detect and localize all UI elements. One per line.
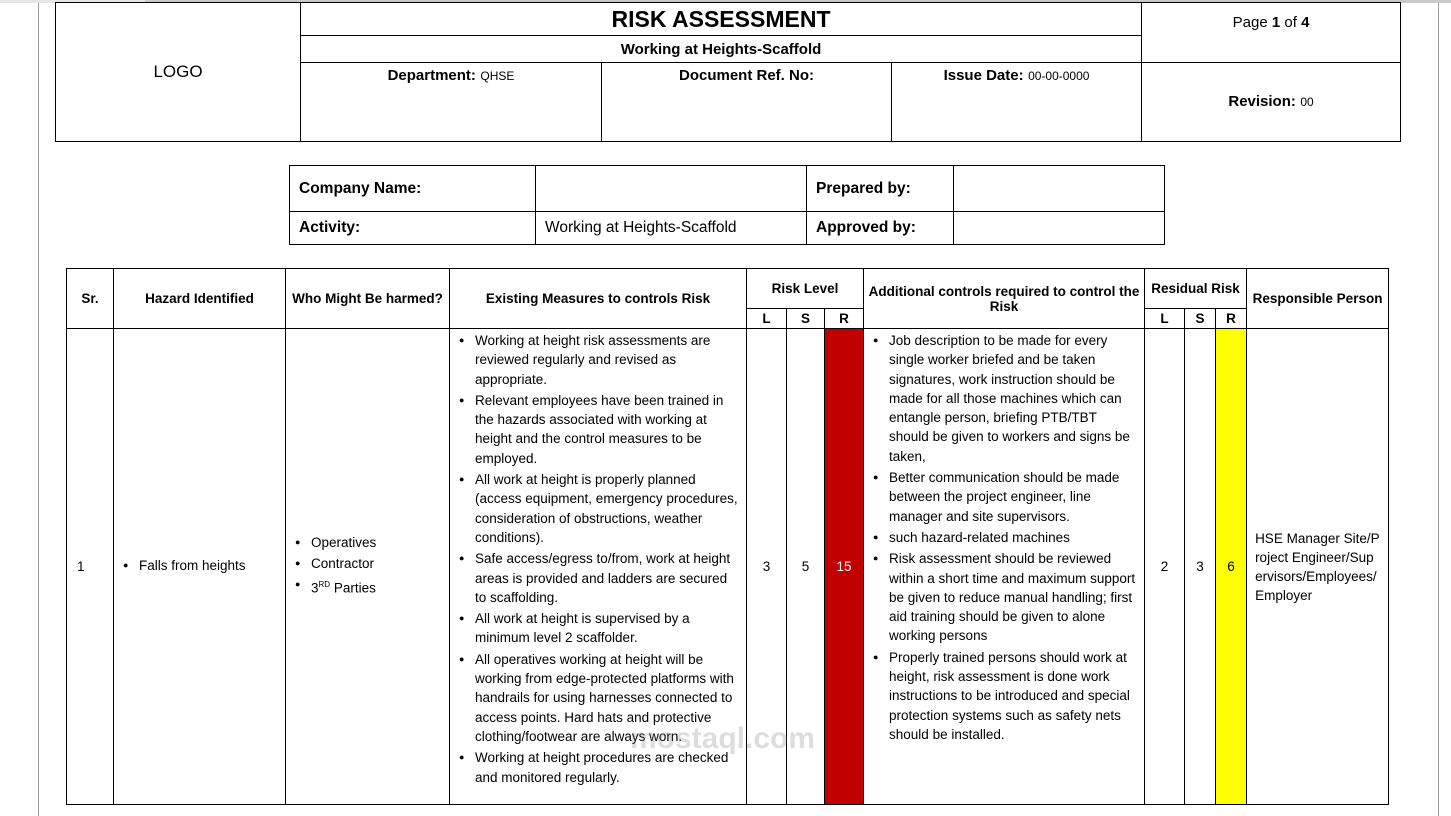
header-hazard: Hazard Identified	[114, 269, 286, 329]
list-item: ● Safe access/egress to/from, work at height areas is provided and ladders are secured to scaffolding.	[454, 549, 742, 607]
list-item: ● such hazard-related machines	[868, 528, 1140, 547]
issue-date-value: 00-00-0000	[1028, 69, 1090, 83]
header-who: Who Might Be harmed?	[286, 269, 450, 329]
table-row	[67, 329, 1389, 805]
header-sr: Sr.	[67, 269, 114, 329]
company-name-value[interactable]	[536, 166, 807, 212]
page-number	[1142, 3, 1401, 63]
cell-existing	[450, 329, 747, 805]
logo	[56, 3, 301, 142]
list-item: ● Contractor	[290, 554, 445, 573]
who-third: 3	[311, 580, 319, 596]
activity-value[interactable]: Working at Heights-Scaffold	[536, 212, 807, 245]
list-item: ● Job description to be made for every single worker briefed and be taken signatures, work instruction should be made for all those machines which can entangle person, briefing PTB/TBT should be given to workers and signs be taken,	[868, 331, 1140, 466]
department-label: Department:	[387, 67, 476, 84]
header-existing: Existing Measures to controls Risk	[450, 269, 747, 329]
page-right-margin-line	[1438, 3, 1439, 816]
docref-label: Document Ref. No:	[679, 67, 814, 84]
who-parties: Parties	[330, 580, 376, 596]
cell-residual-likelihood: 2	[1145, 329, 1185, 805]
risk-assessment-table	[66, 268, 1389, 805]
page-of: of	[1280, 14, 1302, 31]
header-risk-level: Risk Level	[747, 269, 864, 309]
approved-by-label: Approved by:	[816, 219, 916, 236]
list-item: ● All operatives working at height will be working from edge-protected platforms with handrails for using harnesses connected to access points. Hard hats and protective clothing/footwear are always worn.	[454, 650, 742, 746]
cell-residual-severity: 3	[1185, 329, 1216, 805]
list-item: ● All work at height is supervised by a minimum level 2 scaffolder.	[454, 609, 742, 648]
cell-severity: 5	[787, 329, 825, 805]
cell-sr: 1	[67, 329, 114, 805]
header-res-l: L	[1145, 309, 1185, 329]
list-item: ● Operatives	[290, 533, 445, 552]
department-cell	[301, 63, 602, 142]
list-item: ● Working at height procedures are checked and monitored regularly.	[454, 748, 742, 787]
prepared-by-label: Prepared by:	[816, 179, 911, 197]
list-item: ● All work at height is properly planned (access equipment, emergency procedures, consideration of obstructions, weather conditions).	[454, 470, 742, 547]
document-subtitle: Working at Heights-Scaffold	[301, 36, 1142, 63]
document-header	[55, 2, 1401, 142]
list-item: ● Working at height risk assessments are reviewed regularly and revised as appropriate.	[454, 331, 742, 389]
who-superscript: RD	[318, 580, 331, 590]
company-name-label: Company Name:	[299, 179, 422, 197]
prepared-by-value[interactable]	[954, 166, 1165, 212]
cell-who	[286, 329, 450, 805]
issue-date-cell	[892, 63, 1142, 142]
page-prefix: Page	[1232, 14, 1272, 31]
approved-by-value[interactable]	[954, 212, 1165, 245]
issue-date-label: Issue Date:	[943, 67, 1024, 84]
header-additional: Additional controls required to control the Risk	[864, 269, 1145, 329]
header-res-r: R	[1216, 309, 1247, 329]
list-item	[290, 575, 445, 598]
revision-value: 00	[1300, 95, 1314, 109]
list-item: ● Falls from heights	[118, 556, 281, 575]
revision-cell	[1142, 63, 1401, 142]
department-value: QHSE	[480, 69, 515, 83]
list-item: ● Risk assessment should be reviewed within a short time and maximum support be given to reduce manual handling; first aid training should be given to alone working persons	[868, 549, 1140, 645]
cell-residual-rating: 6	[1216, 329, 1247, 805]
list-item: ● Better communication should be made between the project engineer, line manager and site supervisors.	[868, 468, 1140, 526]
cell-additional	[864, 329, 1145, 805]
logo-text: LOGO	[153, 62, 203, 81]
header-r: R	[825, 309, 864, 329]
revision-label: Revision:	[1228, 93, 1296, 110]
docref-cell	[602, 63, 892, 142]
header-l: L	[747, 309, 787, 329]
header-responsible: Responsible Person	[1247, 269, 1389, 329]
document-title: RISK ASSESSMENT	[301, 3, 1142, 36]
cell-hazard	[114, 329, 286, 805]
list-item: ● Properly trained persons should work at height, risk assessment is done work instructions to be introduced and special protection systems such as safety nets should be installed.	[868, 648, 1140, 744]
cell-risk-rating: 15	[825, 329, 864, 805]
watermark: mostaql.com	[630, 722, 816, 755]
list-item: ● Relevant employees have been trained in the hazards associated with working at height and the control measures to be employed.	[454, 391, 742, 468]
company-info-table	[289, 165, 1165, 245]
cell-responsible: HSE Manager Site/Project Engineer/Supervisors/Employees/Employer	[1247, 329, 1389, 805]
header-residual: Residual Risk	[1145, 269, 1247, 309]
page-current: 1	[1271, 14, 1281, 31]
header-s: S	[787, 309, 825, 329]
page-total: 4	[1301, 14, 1310, 31]
cell-likelihood: 3	[747, 329, 787, 805]
activity-label: Activity:	[299, 219, 361, 236]
page-left-margin-line	[38, 3, 39, 816]
header-res-s: S	[1185, 309, 1216, 329]
